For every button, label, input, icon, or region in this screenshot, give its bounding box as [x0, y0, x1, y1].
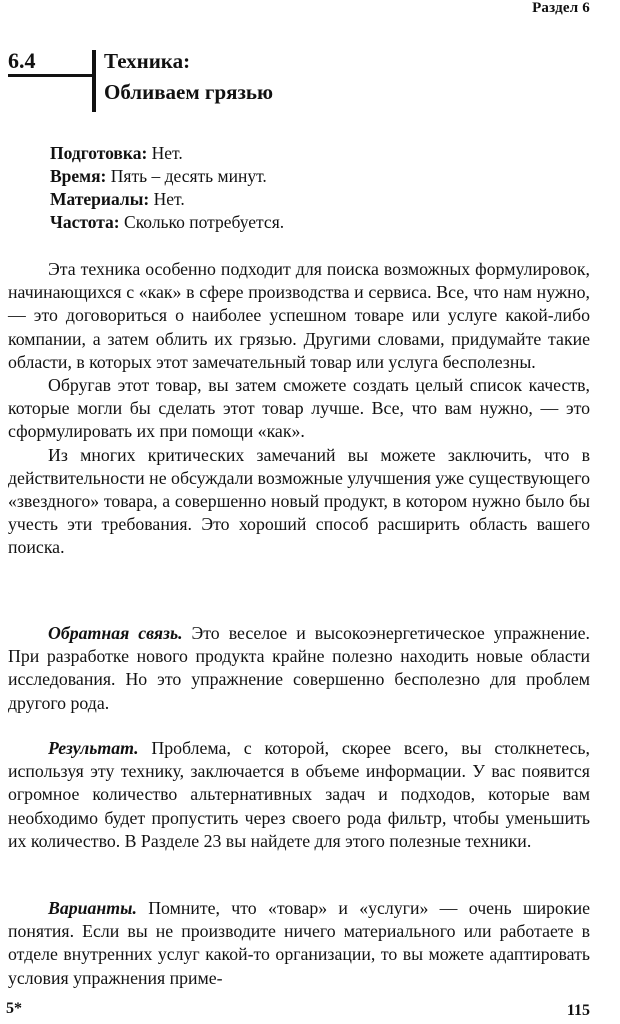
result-text: Проблема, с которой, скорее всего, вы столкнетесь, используя эту технику, заключается в объеме информации. У вас появится огромное количество альтернативных задач и подходов, которые вам необходимо будет пропустить через своего рода фильтр, чтобы уменьшить их количество. В Разделе 23 вы найдете для этого полезные техники.	[8, 738, 590, 851]
meta-materials-label: Материалы:	[50, 189, 150, 209]
meta-frequency-label: Частота:	[50, 212, 120, 232]
feedback-label: Обратная связь.	[48, 623, 183, 643]
feedback-paragraph	[8, 622, 590, 715]
result-label: Результат.	[48, 738, 139, 758]
meta-materials	[50, 188, 284, 211]
variants-paragraph	[8, 897, 590, 990]
meta-time-label: Время:	[50, 166, 107, 186]
meta-preparation	[50, 142, 284, 165]
title-bar	[92, 50, 96, 112]
technique-meta	[50, 142, 284, 234]
variants-section	[8, 897, 590, 990]
intro-text	[8, 258, 590, 560]
feedback-text: Это веселое и высокоэнергетическое упражнение. При разработке нового продукта крайне полезно находить новые области исследования. Но это упражнение совершенно бесполезно для проблем другого рода.	[8, 623, 591, 713]
section-rule	[8, 74, 96, 77]
signature-mark: 5*	[6, 1000, 22, 1017]
meta-time-value: Пять – десять минут.	[106, 166, 267, 186]
meta-frequency	[50, 211, 284, 234]
variants-label: Варианты.	[48, 898, 137, 918]
page-number: 115	[566, 1002, 590, 1019]
result-section	[8, 737, 590, 853]
meta-materials-value: Нет.	[149, 189, 185, 209]
section-title	[104, 46, 273, 108]
section-number: 6.4	[8, 48, 36, 73]
meta-preparation-label: Подготовка:	[50, 143, 148, 163]
running-head: Раздел 6	[532, 0, 590, 16]
paragraph-1: Эта техника особенно подходит для поиска возможных формулировок, начинающихся с «как» в сфере производства и сервиса. Все, что нам нужно, — это договориться о наиболее успешном товаре или услуге какой-либо компании, а затем облить их грязью. Другими словами, придумайте такие области, в которых этот замечательный товар или услуга бесполезны.	[8, 259, 590, 372]
feedback-section	[8, 622, 590, 715]
meta-time	[50, 165, 284, 188]
paragraph-2: Обругав этот товар, вы затем сможете создать целый список качеств, которые могли бы сделать этот товар лучше. Все, что вам нужно, — это сформулировать их при помощи «как».	[8, 375, 590, 442]
section-title-line2: Обливаем грязью	[104, 80, 274, 104]
variants-text: Помните, что «товар» и «услуги» — очень широкие понятия. Если вы не производите ничего материального или работаете в отделе внутренних услуг какой-то организации, то вы можете адаптировать условия упражнения приме-	[8, 898, 590, 988]
result-paragraph	[8, 737, 590, 853]
meta-frequency-value: Сколько потребуется.	[119, 212, 285, 232]
meta-preparation-value: Нет.	[147, 143, 183, 163]
paragraph-3: Из многих критических замечаний вы можете заключить, что в действительности не обсуждали возможные улучшения уже существующего «звездного» товара, а совершенно новый продукт, в котором нужно было бы учесть эти требования. Это хороший способ расширить область вашего поиска.	[8, 444, 590, 558]
section-title-line1: Техника:	[104, 49, 191, 73]
